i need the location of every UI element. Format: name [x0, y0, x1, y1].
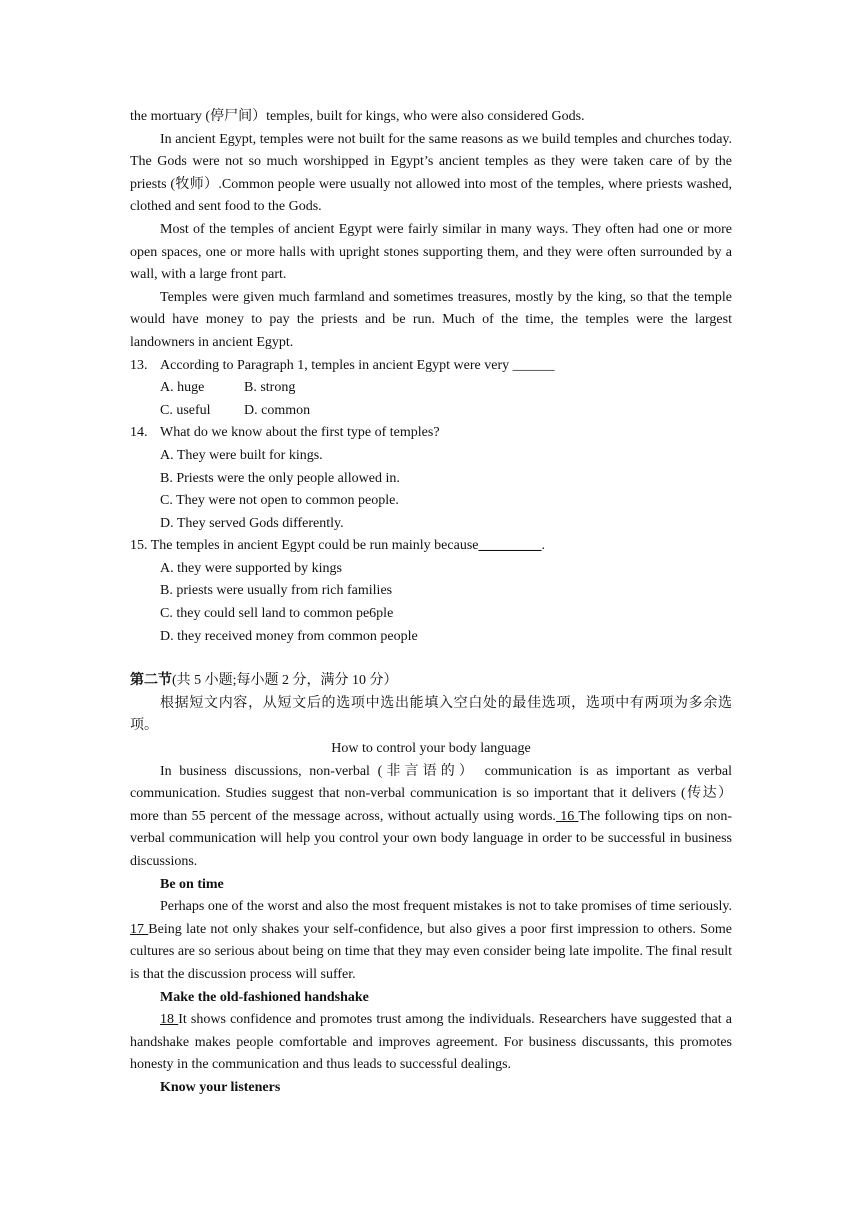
section-instructions: 根据短文内容，从短文后的选项中选出能填入空白处的最佳选项，选项中有两项为多余选项。 [130, 695, 732, 734]
passage-paragraph-0: the mortuary (停尸间）temples, built for kings, who were also considered Gods. [130, 109, 585, 124]
paragraph-handshake [130, 1009, 732, 1077]
blank-16: 16 [555, 808, 579, 824]
paragraph-text-continued: Being late not only shakes your self-confidence, but also gives a poor first impression to others. Some cultures are so serious about being on time that they may even consider being late impolite. The final result is that the discussion process will suffer. [130, 921, 732, 982]
document-page [130, 106, 732, 1100]
option-b: B. Priests were the only people allowed in. [160, 470, 400, 486]
question-stem-end: . [541, 538, 545, 554]
blank-17: 17 [130, 921, 149, 937]
option-c: C. They were not open to common people. [160, 493, 399, 509]
question-number: 13. [130, 357, 148, 373]
option-c: C. they could sell land to common pe6ple [160, 606, 394, 622]
article-intro [130, 761, 732, 874]
options-row [130, 400, 732, 423]
option-a: A. They were built for kings. [160, 447, 323, 463]
blank-18: 18 [160, 1012, 179, 1028]
question-number: 14. [130, 425, 148, 441]
option-c: C. useful [160, 402, 211, 418]
question-stem: 15. The temples in ancient Egypt could be run mainly because [130, 538, 479, 554]
subheading-handshake: Make the old-fashioned handshake [160, 989, 369, 1005]
option-a: A. they were supported by kings [160, 560, 342, 576]
section-title [130, 670, 732, 693]
passage-paragraph-3: Temples were given much farmland and sometimes treasures, mostly by the king, so that the temple would have money to pay the priests and be run. Much of the time, the temples were the largest landowners in ancient Egypt. [130, 289, 732, 350]
passage-paragraph-1: In ancient Egypt, temples were not built for the same reasons as we build temples and churches today. The Gods were not so much worshipped in Egypt’s ancient temples as they were taken care of by the priests (牧师）.Common people were usually not allowed into most of the temples, where priests washed, clothed and sent food to the Gods. [130, 131, 732, 215]
question-stem: According to Paragraph 1, temples in ancient Egypt were very ______ [160, 357, 555, 373]
section-title-bold: 第二节 [130, 673, 172, 689]
answer-blank: _________ [478, 538, 542, 554]
paragraph-text: It shows confidence and promotes trust among the individuals. Researchers have suggested that a handshake makes people comfortable and improves agreement. For business discussants, this promotes honesty in the communication and thus leads to successful dealings. [130, 1012, 733, 1073]
option-d: D. they received money from common people [160, 628, 418, 644]
option-d: D. common [244, 402, 311, 418]
subheading-know-listeners: Know your listeners [160, 1079, 281, 1095]
intro-text-continued: The following tips on non-verbal communication will help you control your own body language in order to be successful in business discussions. [130, 808, 732, 869]
options-row [130, 377, 732, 400]
option-a: A. huge [160, 380, 205, 396]
question-13 [130, 355, 732, 378]
question-stem: What do we know about the first type of temples? [160, 425, 440, 441]
article-title: How to control your body language [331, 741, 531, 757]
question-14 [130, 422, 732, 445]
option-b: B. strong [244, 380, 296, 396]
passage-paragraph-2: Most of the temples of ancient Egypt were fairly similar in many ways. They often had one or more open spaces, one or more halls with upright stones supporting them, and they were often surrounded by a wall, with a large front part. [130, 221, 732, 283]
paragraph-be-on-time [130, 896, 732, 986]
question-15 [130, 535, 732, 558]
subheading-be-on-time: Be on time [160, 876, 224, 892]
option-b: B. priests were usually from rich families [160, 583, 393, 599]
option-d: D. They served Gods differently. [160, 515, 344, 531]
intro-text: In business discussions, non-verbal (非言语的） communication is as important as verbal communication. Studies suggest that non-verbal communication is so important that it delivers (传达）more than 55 percent of the message across, without actually using words. [130, 763, 732, 824]
paragraph-text: Perhaps one of the worst and also the most frequent mistakes is not to take promises of time seriously. [160, 899, 732, 915]
section-title-rest: (共 5 小题;每小题 2 分，满分 10 分） [172, 673, 398, 689]
